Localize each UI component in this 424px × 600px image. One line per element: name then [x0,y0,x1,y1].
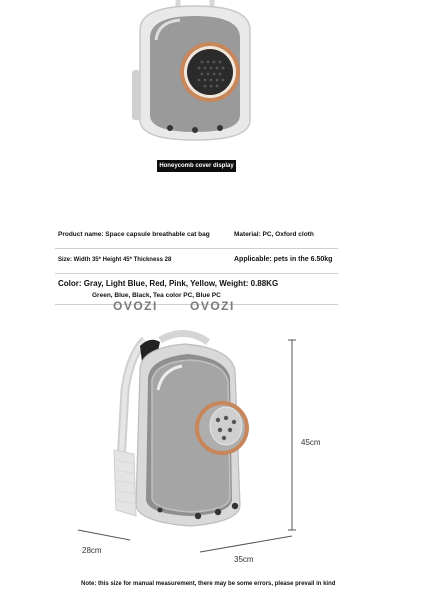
top-product-image [120,0,270,158]
measurement-note: Note: this size for manual measurement, there may be some errors, please prevail in kind [81,581,336,587]
size-text: Size: Width 35* Height 45* Thickness 28 [58,257,172,263]
height-label: 45cm [301,438,321,447]
divider [55,248,338,249]
thickness-label: 28cm [82,546,102,555]
color-weight-text: Color: Gray, Light Blue, Red, Pink, Yellow, Weight: 0.88KG [58,279,279,288]
color-list-text: Green, Blue, Black, Tea color PC, Blue PC [92,292,221,299]
width-label: 35cm [234,555,254,564]
dimension-lines [0,330,424,570]
material-text: Material: PC, Oxford cloth [234,231,314,238]
brand-logo-left: OVOZI [113,299,158,313]
brand-logo-right: OVOZI [190,299,235,313]
divider [55,273,338,274]
honeycomb-caption: Honeycomb cover display [157,160,236,172]
applicable-text: Applicable: pets in the 6.50kg [234,256,333,263]
product-name-text: Product name: Space capsule breathable cat bag [58,231,210,238]
